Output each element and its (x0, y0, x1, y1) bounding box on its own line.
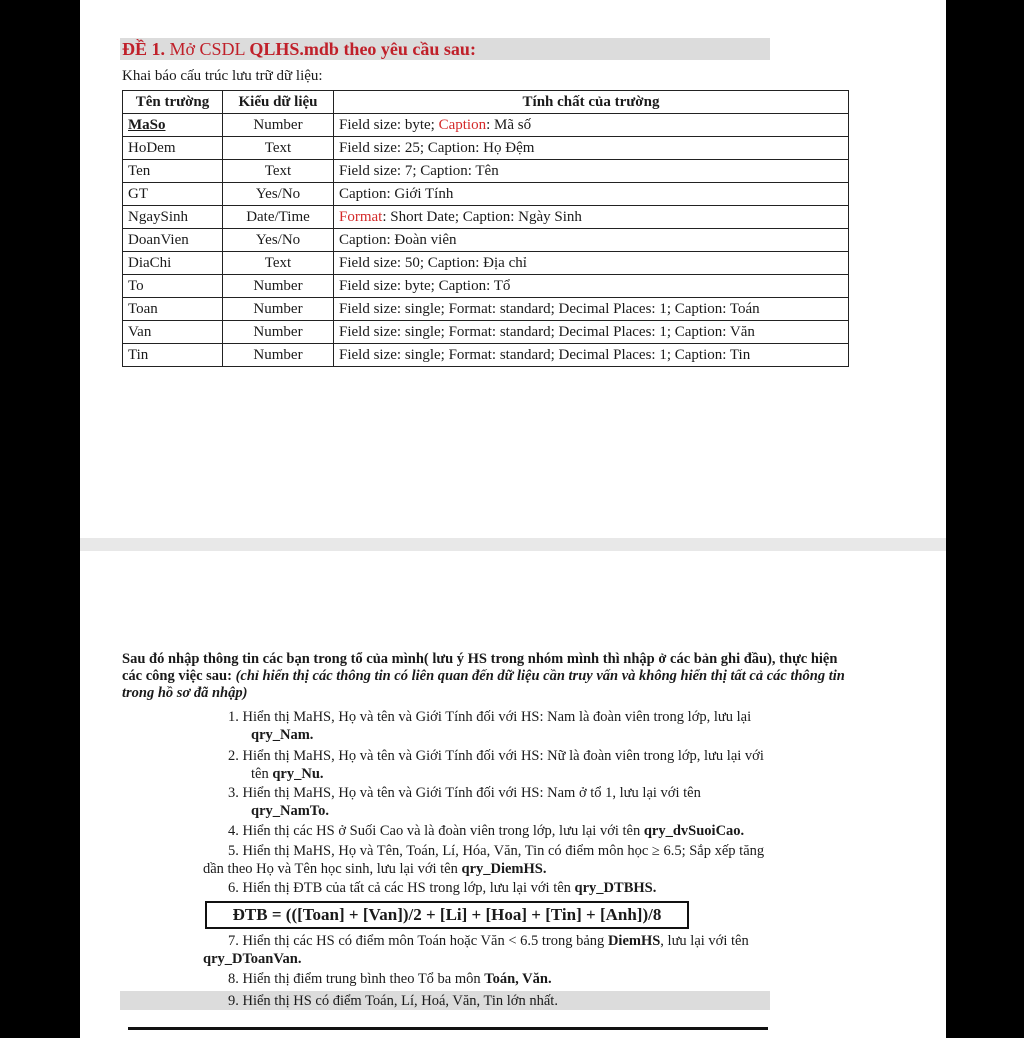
table-row (123, 183, 849, 206)
cell-field-name: Tin (123, 344, 223, 367)
table-row (123, 275, 849, 298)
table-row (123, 252, 849, 275)
task-7-line-2: qry_DToanVan. (203, 951, 302, 967)
table-row (123, 298, 849, 321)
exam-title: ĐỀ 1. Mở CSDL QLHS.mdb theo yêu cầu sau: (122, 39, 476, 59)
task-7-line-1: 7. Hiển thị các HS có điểm môn Toán hoặc Văn < 6.5 trong bảng DiemHS, lưu lại với tên (228, 933, 749, 949)
cell-properties: Field size: single; Format: standard; Decimal Places: 1; Caption: Văn (334, 321, 849, 344)
cell-data-type: Date/Time (223, 206, 334, 229)
cell-properties: Field size: byte; Caption: Mã số (334, 114, 849, 137)
cell-data-type: Number (223, 298, 334, 321)
cell-data-type: Yes/No (223, 229, 334, 252)
task-8: 8. Hiển thị điểm trung bình theo Tổ ba môn Toán, Văn. (228, 971, 552, 987)
cell-data-type: Yes/No (223, 183, 334, 206)
table-row (123, 229, 849, 252)
task-9: 9. Hiển thị HS có điểm Toán, Lí, Hoá, Văn, Tin lớn nhất. (228, 993, 558, 1009)
cell-field-name: MaSo (123, 114, 223, 137)
cell-properties: Caption: Đoàn viên (334, 229, 849, 252)
table-row (123, 137, 849, 160)
task-5-line-1: 5. Hiển thị MaHS, Họ và Tên, Toán, Lí, Hóa, Văn, Tin có điểm môn học ≥ 6.5; Sắp xếp tăng (228, 843, 765, 859)
cell-properties: Field size: byte; Caption: Tổ (334, 275, 849, 298)
header-properties: Tính chất của trường (334, 91, 849, 114)
task-1-line-1: 1. Hiển thị MaHS, Họ và tên và Giới Tính đối với HS: Nam là đoàn viên trong lớp, lưu lại (228, 709, 752, 725)
cell-field-name: Ten (123, 160, 223, 183)
cell-properties: Caption: Giới Tính (334, 183, 849, 206)
cell-data-type: Number (223, 114, 334, 137)
table-row (123, 344, 849, 367)
cell-properties: Field size: 7; Caption: Tên (334, 160, 849, 183)
cell-field-name: Toan (123, 298, 223, 321)
cell-field-name: NgaySinh (123, 206, 223, 229)
cell-field-name: DiaChi (123, 252, 223, 275)
table-row (123, 321, 849, 344)
cell-data-type: Text (223, 252, 334, 275)
cell-data-type: Number (223, 275, 334, 298)
task-6: 6. Hiển thị ĐTB của tất cả các HS trong lớp, lưu lại với tên qry_DTBHS. (228, 880, 657, 896)
cell-properties: Field size: single; Format: standard; Decimal Places: 1; Caption: Tin (334, 344, 849, 367)
table-row (123, 114, 849, 137)
task-5-line-2: dần theo Họ và Tên học sinh, lưu lại với tên qry_DiemHS. (203, 861, 547, 877)
task-3-line-2: qry_NamTo. (251, 803, 330, 819)
header-data-type: Kiểu dữ liệu (223, 91, 334, 114)
cell-data-type: Text (223, 160, 334, 183)
cell-field-name: GT (123, 183, 223, 206)
table-row (123, 206, 849, 229)
cell-field-name: Van (123, 321, 223, 344)
task-2-line-1: 2. Hiển thị MaHS, Họ và tên và Giới Tính đối với HS: Nữ là đoàn viên trong lớp, lưu lại với (228, 748, 764, 764)
subtitle: Khai báo cấu trúc lưu trữ dữ liệu: (122, 68, 323, 84)
cell-data-type: Number (223, 344, 334, 367)
instructions-intro: Sau đó nhập thông tin các bạn trong tổ của mình( lưu ý HS trong nhóm mình thì nhập ở các bản ghi đầu), thực hiện các công việc sau: (chỉ hiển thị các thông tin có liên quan đến dữ liệu cần truy vấn và không hiển thị tất cả các thông tin trong hồ sơ đã nhập) (122, 651, 845, 701)
cell-field-name: DoanVien (123, 229, 223, 252)
cell-field-name: HoDem (123, 137, 223, 160)
cell-properties: Field size: 25; Caption: Họ Đệm (334, 137, 849, 160)
table-row (123, 160, 849, 183)
task-4: 4. Hiển thị các HS ở Suối Cao và là đoàn viên trong lớp, lưu lại với tên qry_dvSuoiCao. (228, 823, 745, 839)
field-structure-table (122, 90, 849, 367)
task-3-line-1: 3. Hiển thị MaHS, Họ và tên và Giới Tính đối với HS: Nam ở tổ 1, lưu lại với tên (228, 785, 701, 801)
cell-data-type: Number (223, 321, 334, 344)
cell-properties: Format: Short Date; Caption: Ngày Sinh (334, 206, 849, 229)
task-2-line-2: tên qry_Nu. (251, 766, 324, 782)
task-1-line-2: qry_Nam. (251, 727, 314, 743)
header-field-name: Tên trường (123, 91, 223, 114)
cell-data-type: Text (223, 137, 334, 160)
bottom-rule (128, 1027, 768, 1030)
cell-properties: Field size: 50; Caption: Địa chỉ (334, 252, 849, 275)
cell-field-name: To (123, 275, 223, 298)
page-gap (80, 538, 946, 551)
cell-properties: Field size: single; Format: standard; Decimal Places: 1; Caption: Toán (334, 298, 849, 321)
formula-box: ĐTB = (([Toan] + [Van])/2 + [Li] + [Hoa] + [Tin] + [Anh])/8 (205, 901, 689, 929)
table-header-row (123, 91, 849, 114)
